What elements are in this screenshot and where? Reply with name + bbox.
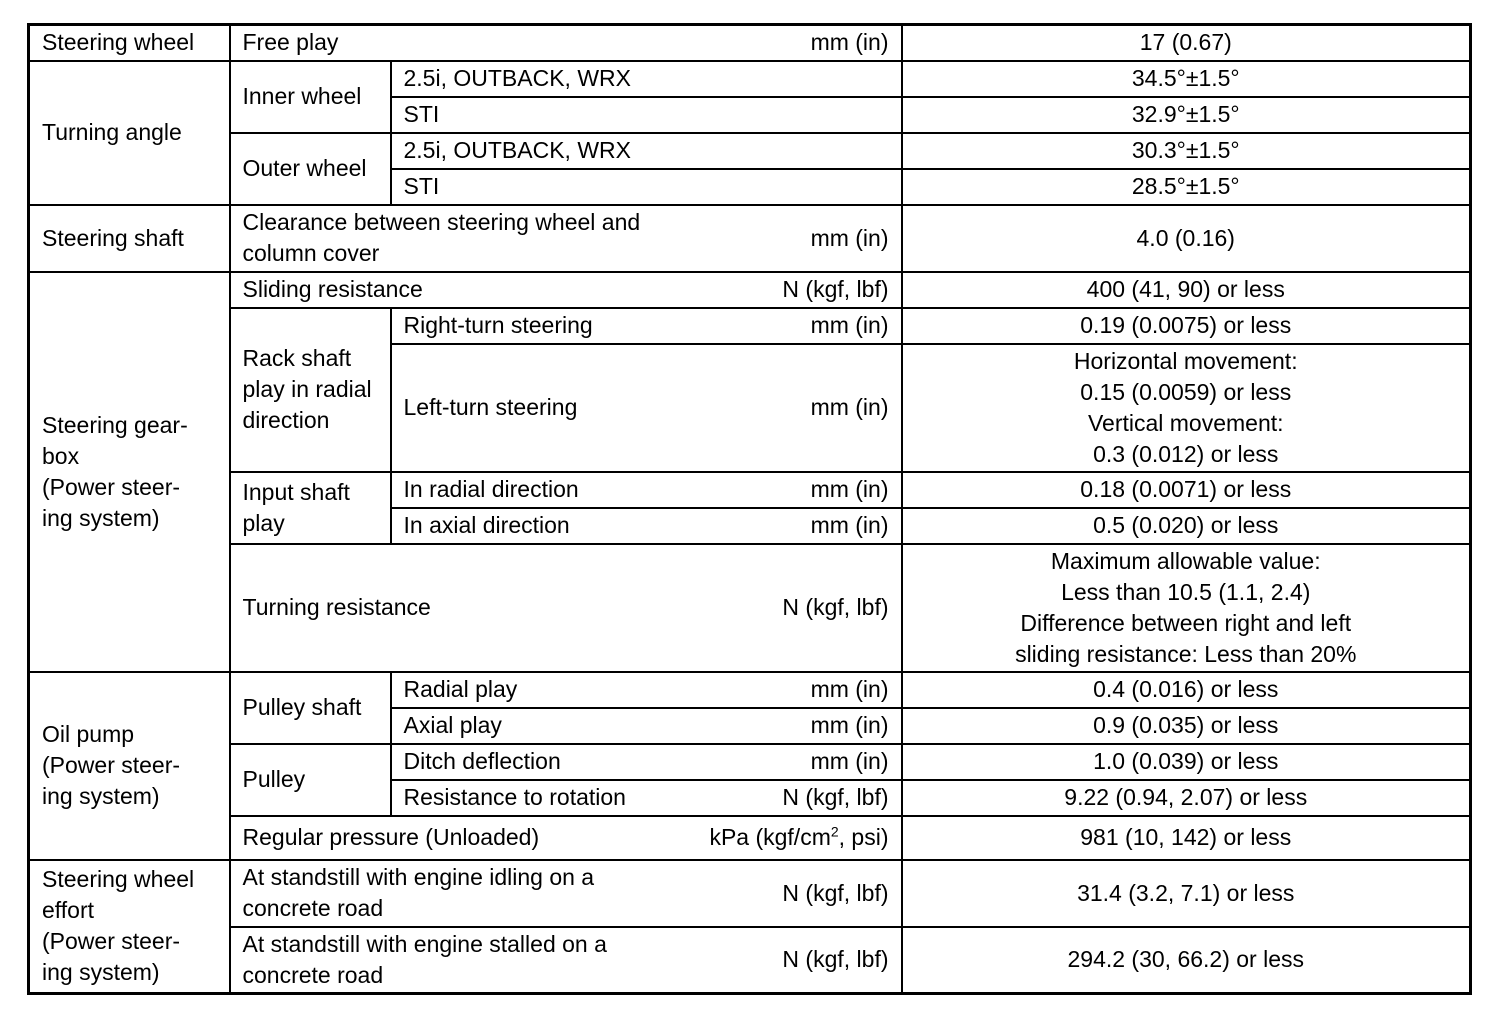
value-cell: 294.2 (30, 66.2) or less <box>902 927 1471 994</box>
item-cell <box>391 472 902 508</box>
category-steering-gearbox <box>29 272 230 672</box>
value-cell: 400 (41, 90) or less <box>902 272 1471 308</box>
value-cell: 0.9 (0.035) or less <box>902 708 1471 744</box>
unit-label: mm (in) <box>810 476 889 502</box>
model-cell: STI <box>391 169 902 205</box>
value-line: 0.3 (0.012) or less <box>1093 440 1279 467</box>
value-cell: 0.18 (0.0071) or less <box>902 472 1471 508</box>
value-cell: 981 (10, 142) or less <box>902 816 1471 860</box>
table-row <box>29 272 1471 308</box>
subcategory-pulley: Pulley <box>230 744 391 816</box>
category-line: (Power steer- <box>42 928 181 955</box>
unit-superscript: 2 <box>830 823 839 840</box>
item-label: Ditch deflection <box>403 748 561 774</box>
unit-part: kPa (kgf/cm <box>709 824 831 850</box>
item-cell <box>230 272 902 308</box>
unit-label: mm (in) <box>810 312 889 338</box>
unit-label: mm (in) <box>810 394 889 420</box>
table-row <box>29 672 1471 708</box>
value-cell: 0.4 (0.016) or less <box>902 672 1471 708</box>
category-steering-wheel-effort <box>29 860 230 994</box>
category-line: Oil pump <box>42 721 135 747</box>
value-cell: 32.9°±1.5° <box>902 97 1471 133</box>
item-label: Free play <box>242 29 339 56</box>
item-label-line: Clearance between steering wheel and <box>242 209 641 235</box>
value-line: Maximum allowable value: <box>1050 547 1321 574</box>
unit-label: N (kgf, lbf) <box>782 784 889 810</box>
model-cell: STI <box>391 97 902 133</box>
value-line: Vertical movement: <box>1087 409 1284 436</box>
category-line: Steering gear- <box>42 411 188 438</box>
item-label: Axial play <box>403 712 502 738</box>
item-cell <box>391 344 902 472</box>
subcategory-inner-wheel: Inner wheel <box>230 61 391 133</box>
item-label-line: At standstill with engine idling on a <box>242 864 595 890</box>
value-line: sliding resistance: Less than 20% <box>1015 640 1357 667</box>
subcategory-line: play in radial <box>242 376 372 402</box>
subcategory-outer-wheel: Outer wheel <box>230 133 391 205</box>
subcategory-pulley-shaft: Pulley shaft <box>230 672 391 744</box>
subcategory-line: Rack shaft <box>242 345 352 371</box>
item-label: Sliding resistance <box>242 276 423 302</box>
table-row <box>29 472 1471 508</box>
unit-label: N (kgf, lbf) <box>782 946 889 973</box>
subcategory-line: direction <box>242 407 330 433</box>
subcategory-rack-shaft-play <box>230 308 391 472</box>
unit-label <box>709 822 888 853</box>
subcategory-line: Input shaft <box>242 478 350 505</box>
table-row <box>29 25 1471 61</box>
unit-label: N (kgf, lbf) <box>782 594 889 620</box>
unit-label: mm (in) <box>810 748 889 774</box>
item-label <box>243 207 641 269</box>
item-cell <box>391 508 902 544</box>
value-cell: 1.0 (0.039) or less <box>902 744 1471 780</box>
value-line: Difference between right and left <box>1020 609 1352 636</box>
item-label: Left-turn steering <box>403 394 578 420</box>
category-line: Steering wheel <box>42 866 195 893</box>
value-line: Horizontal movement: <box>1073 347 1298 374</box>
value-line: Less than 10.5 (1.1, 2.4) <box>1061 578 1311 605</box>
value-cell: 0.19 (0.0075) or less <box>902 308 1471 344</box>
item-cell <box>391 780 902 816</box>
model-cell: 2.5i, OUTBACK, WRX <box>391 61 902 97</box>
item-label: Right-turn steering <box>403 312 593 338</box>
item-label-line: column cover <box>242 240 380 266</box>
category-turning-angle: Turning angle <box>29 61 230 205</box>
item-label: Radial play <box>403 676 518 702</box>
unit-label: mm (in) <box>810 224 889 251</box>
category-steering-shaft: Steering shaft <box>29 205 230 272</box>
unit-label: N (kgf, lbf) <box>782 276 889 302</box>
item-label: In radial direction <box>403 476 579 502</box>
table-row <box>29 744 1471 780</box>
item-cell <box>230 205 902 272</box>
value-cell: 0.5 (0.020) or less <box>902 508 1471 544</box>
unit-label: mm (in) <box>810 512 889 538</box>
item-cell <box>391 308 902 344</box>
subcategory-input-shaft-play <box>230 472 391 544</box>
model-cell: 2.5i, OUTBACK, WRX <box>391 133 902 169</box>
category-line: ing system) <box>42 783 160 809</box>
subcategory-line: play <box>242 509 285 536</box>
category-oil-pump <box>29 672 230 860</box>
item-label-line: concrete road <box>242 895 384 921</box>
category-line: (Power steer- <box>42 473 181 500</box>
table-row <box>29 308 1471 344</box>
category-line: effort <box>42 897 94 924</box>
value-cell: 28.5°±1.5° <box>902 169 1471 205</box>
category-steering-wheel: Steering wheel <box>29 25 230 61</box>
value-cell <box>902 544 1471 672</box>
item-cell <box>230 816 902 860</box>
table-row <box>29 816 1471 860</box>
item-cell <box>391 708 902 744</box>
category-line: (Power steer- <box>42 752 181 778</box>
value-cell <box>902 344 1471 472</box>
value-cell: 17 (0.67) <box>902 25 1471 61</box>
item-label: Regular pressure (Unloaded) <box>242 824 540 850</box>
item-cell <box>230 25 902 61</box>
steering-specifications-table <box>27 23 1472 995</box>
value-line: 0.15 (0.0059) or less <box>1080 378 1292 405</box>
table-row <box>29 860 1471 927</box>
value-cell: 31.4 (3.2, 7.1) or less <box>902 860 1471 927</box>
unit-label: mm (in) <box>810 712 889 738</box>
table-row <box>29 927 1471 994</box>
table-row <box>29 544 1471 672</box>
category-line: ing system) <box>42 504 160 531</box>
value-cell: 9.22 (0.94, 2.07) or less <box>902 780 1471 816</box>
item-label: In axial direction <box>403 512 570 538</box>
value-cell: 30.3°±1.5° <box>902 133 1471 169</box>
unit-part: , psi) <box>838 824 889 850</box>
item-label: Turning resistance <box>242 594 431 620</box>
item-label <box>243 862 595 924</box>
value-cell: 4.0 (0.16) <box>902 205 1471 272</box>
unit-label: mm (in) <box>810 676 889 702</box>
item-cell <box>230 544 902 672</box>
item-cell <box>230 860 902 927</box>
unit-label: mm (in) <box>810 29 889 56</box>
category-line: box <box>42 442 80 469</box>
table-row <box>29 133 1471 169</box>
item-label-line: concrete road <box>242 961 384 988</box>
item-label <box>243 929 607 991</box>
table-row <box>29 61 1471 97</box>
category-line: ing system) <box>42 959 160 986</box>
item-label: Resistance to rotation <box>403 784 626 810</box>
unit-label: N (kgf, lbf) <box>782 879 889 906</box>
item-cell <box>391 744 902 780</box>
table-row <box>29 205 1471 272</box>
item-label-line: At standstill with engine stalled on a <box>242 930 607 957</box>
item-cell <box>391 672 902 708</box>
value-cell: 34.5°±1.5° <box>902 61 1471 97</box>
item-cell <box>230 927 902 994</box>
